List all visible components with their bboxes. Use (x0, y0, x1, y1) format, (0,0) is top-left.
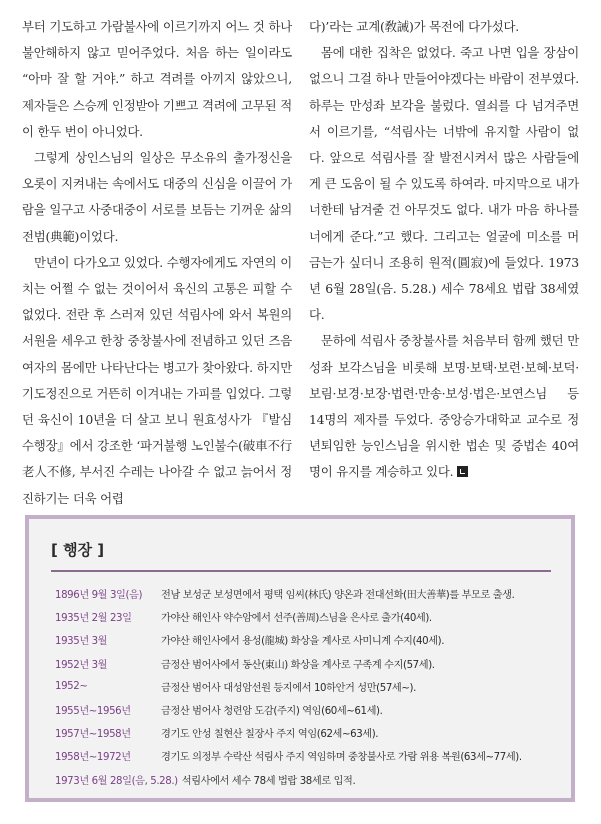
timeline-date: 1896년 9월 3일(음) (55, 590, 143, 602)
timeline-row (55, 768, 561, 791)
end-of-article-icon (457, 466, 468, 477)
haengjang-box (25, 515, 575, 802)
divider (51, 570, 551, 572)
timeline-date: 1935년 2월 23일 (55, 613, 132, 625)
paragraph: 몸에 대한 집착은 없었다. 죽고 나면 입을 장삼이 없으니 그걸 하나 만들어야겠다는 바람이 전부였다. 하루는 만성좌 보각을 불렀다. 열쇠를 다 넘겨주면서 이르기를, “석림사는 너밖에 유지할 사람이 없다. 앞으로 석림사를 잘 발전시켜서 많은 사람들에게 큰 도움이 될 수 있도록 하여라. 마지막으로 내가 너한테 남겨줄 건 아무것도 없다. 내가 마음 하나를 너에게 준다.”고 했다. 그리고는 얼굴에 미소를 머금는가 싶더니 조용히 원적(圓寂)에 들었다. 1973년 6월 28일(음. 5.28.) 세수 78세요 법랍 38세였다. (309, 45, 579, 323)
timeline-desc: 석림사에서 세수 78세 법랍 38세로 입적. (181, 775, 356, 787)
paragraph-last (309, 328, 579, 485)
timeline-list (55, 582, 561, 791)
article-column-left (22, 14, 292, 512)
paragraph: 다)’라는 교계(敎誡)가 목전에 다가섰다. (309, 19, 519, 34)
timeline-row (55, 628, 561, 651)
timeline-date: 1935년 3월 (55, 636, 108, 648)
timeline-desc: 가야산 해인사 약수암에서 선주(善周)스님을 은사로 출가(40세). (161, 613, 432, 625)
timeline-date: 1957년~1958년 (55, 729, 131, 741)
box-title: [ 행장 ] (51, 541, 105, 559)
article-column-right (309, 14, 579, 486)
paragraph-text: 문하에 석림사 중창불사를 처음부터 함께 했던 만성좌 보각스님을 비롯해 보명·보택·보련·보혜·보덕·보림·보경·보장·법련·만송·보성·법은·보연스님 등 14명의 제자를 두었다. 중앙승가대학교 교수로 정년퇴임한 능인스님을 위시한 법손 및 증법손 40여 명이 유지를 계승하고 있다. (309, 333, 579, 480)
timeline-date: 1955년~1956년 (55, 706, 131, 718)
timeline-row (55, 698, 561, 721)
paragraph: 부터 기도하고 가람불사에 이르기까지 어느 것 하나 불안해하지 않고 믿어주었다. 처음 하는 일이라도 “아마 잘 할 거야.” 하고 격려를 아끼지 않았으니, 제자들은 스승께 인정받아 기쁘고 격려에 고무된 적이 한두 번이 아니었다. (22, 19, 292, 139)
timeline-row (55, 605, 561, 628)
timeline-desc: 금정산 범어사 청련암 도감(주지) 역임(60세~61세). (161, 706, 383, 718)
timeline-desc: 가야산 해인사에서 용성(龍城) 화상을 계사로 사미니계 수지(40세). (161, 636, 445, 648)
timeline-row (55, 744, 561, 767)
timeline-date: 1952~ (55, 680, 88, 692)
timeline-row (55, 721, 561, 744)
paragraph: 만년이 다가오고 있었다. 수행자에게도 자연의 이치는 어쩔 수 없는 것이어서 육신의 고통은 피할 수 없었다. 전란 후 스러져 있던 석림사에 와서 복원의 서원을 세우고 한창 중창불사에 전념하고 있던 즈음 여자의 몸에만 나타난다는 병고가 찾아왔다. 하지만 기도정진으로 거뜬히 이겨내는 가피를 입었다. 그렇던 육신이 10년을 더 살고 보니 원효성사가 『발심수행장』에서 강조한 ‘파거불행 노인불수(破車不行 老人不修, 부서진 수레는 나아갈 수 없고 늙어서 정진하기는 더욱 어렵 (22, 254, 292, 506)
timeline-date: 1958년~1972년 (55, 752, 131, 764)
timeline-desc: 경기도 안성 칠현산 칠장사 주지 역임(62세~63세). (161, 729, 379, 741)
timeline-desc: 경기도 의정부 수락산 석림사 주지 역임하며 중창불사로 가람 위용 복원(63세~77세). (161, 752, 522, 764)
timeline-date: 1973년 6월 28일(음, 5.28.) (55, 775, 178, 787)
timeline-row (55, 652, 561, 675)
timeline-date: 1952년 3월 (55, 659, 108, 671)
timeline-desc: 금정산 범어사 대성암선원 등지에서 10하안거 성만(57세~). (161, 682, 416, 694)
timeline-row (55, 675, 561, 698)
timeline-row (55, 582, 561, 605)
timeline-desc: 금정산 범어사에서 동산(東山) 화상을 계사로 구족계 수지(57세). (161, 659, 435, 671)
paragraph: 그렇게 상인스님의 일상은 무소유의 출가정신을 오롯이 지켜내는 속에서도 대중의 신심을 이끌어 가람을 일구고 사중대중이 서로를 보듬는 기꺼운 삶의 전범(典範)이었다. (22, 150, 292, 244)
timeline-desc: 전남 보성군 보성면에서 평택 임씨(林氏) 양온과 전대선화(田大善華)를 부모로 출생. (161, 590, 515, 602)
